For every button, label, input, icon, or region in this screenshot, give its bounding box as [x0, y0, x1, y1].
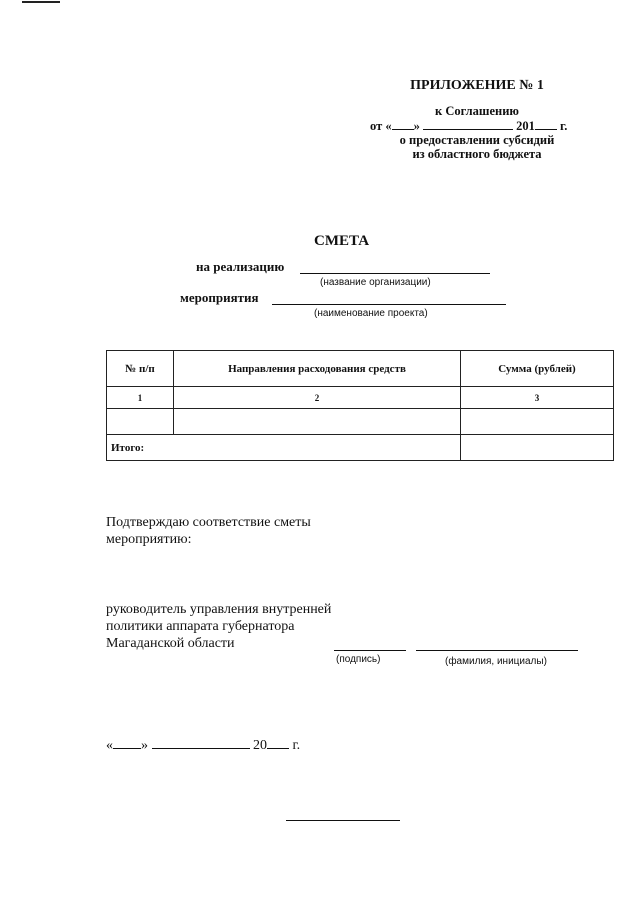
- col-sum-header: Сумма (рублей): [461, 351, 614, 387]
- date-year: 201: [516, 119, 535, 133]
- date-suffix: г.: [559, 119, 568, 133]
- estimate-table: [106, 350, 614, 461]
- table-row: [107, 409, 614, 435]
- total-label: Итого:: [107, 435, 461, 461]
- table-number-row: [107, 387, 614, 409]
- col-direction-header: Направления расходования средств: [174, 351, 461, 387]
- col-direction-index: 2: [174, 387, 461, 409]
- col-number-index: 1: [107, 387, 174, 409]
- table-cell: [461, 409, 614, 435]
- org-name-blank: [300, 273, 490, 274]
- footer-year-suffix: г.: [292, 738, 301, 753]
- agreement-date-line: [370, 118, 567, 134]
- project-name-blank: [272, 304, 506, 305]
- name-caption: (фамилия, инициалы): [445, 656, 547, 667]
- confirm-line-1: Подтверждаю соответствие сметы: [106, 515, 311, 530]
- signer-line-2: политики аппарата губернатора: [106, 619, 295, 634]
- total-value-cell: [461, 435, 614, 461]
- signer-line-1: руководитель управления внутренней: [106, 602, 332, 617]
- col-number-header: № п/п: [107, 351, 174, 387]
- table-cell: [174, 409, 461, 435]
- month-blank: [423, 118, 513, 130]
- top-rule: [22, 1, 60, 3]
- date-prefix: от «: [370, 119, 392, 133]
- agreement-line: к Соглашению: [435, 104, 519, 118]
- event-label: мероприятия: [180, 290, 259, 305]
- subsidy-line: о предоставлении субсидий: [399, 133, 555, 147]
- footer-date-line: [106, 736, 300, 754]
- footer-date-close: »: [141, 738, 148, 753]
- footer-year-blank: [267, 736, 289, 749]
- footer-month-blank: [152, 736, 250, 749]
- day-blank: [392, 118, 414, 130]
- signer-line-3: Магаданской области: [106, 636, 235, 651]
- name-blank: [416, 650, 578, 651]
- closing-rule: [286, 820, 400, 821]
- footer-day-blank: [113, 736, 141, 749]
- project-caption: (наименование проекта): [314, 308, 428, 319]
- footer-year: 20: [253, 738, 267, 753]
- realization-label: на реализацию: [196, 259, 285, 274]
- table-total-row: [107, 435, 614, 461]
- org-caption: (название организации): [320, 277, 431, 288]
- signature-caption: (подпись): [336, 654, 381, 665]
- date-mid: »: [413, 119, 420, 133]
- col-sum-index: 3: [461, 387, 614, 409]
- signature-blank: [334, 650, 406, 651]
- confirm-line-2: мероприятию:: [106, 532, 192, 547]
- budget-line: из областного бюджета: [412, 147, 542, 161]
- document-title: СМЕТА: [314, 233, 370, 249]
- table-cell: [107, 409, 174, 435]
- appendix-title: ПРИЛОЖЕНИЕ № 1: [410, 78, 544, 93]
- table-header-row: [107, 351, 614, 387]
- footer-date-open: «: [106, 738, 113, 753]
- year-blank: [535, 118, 557, 130]
